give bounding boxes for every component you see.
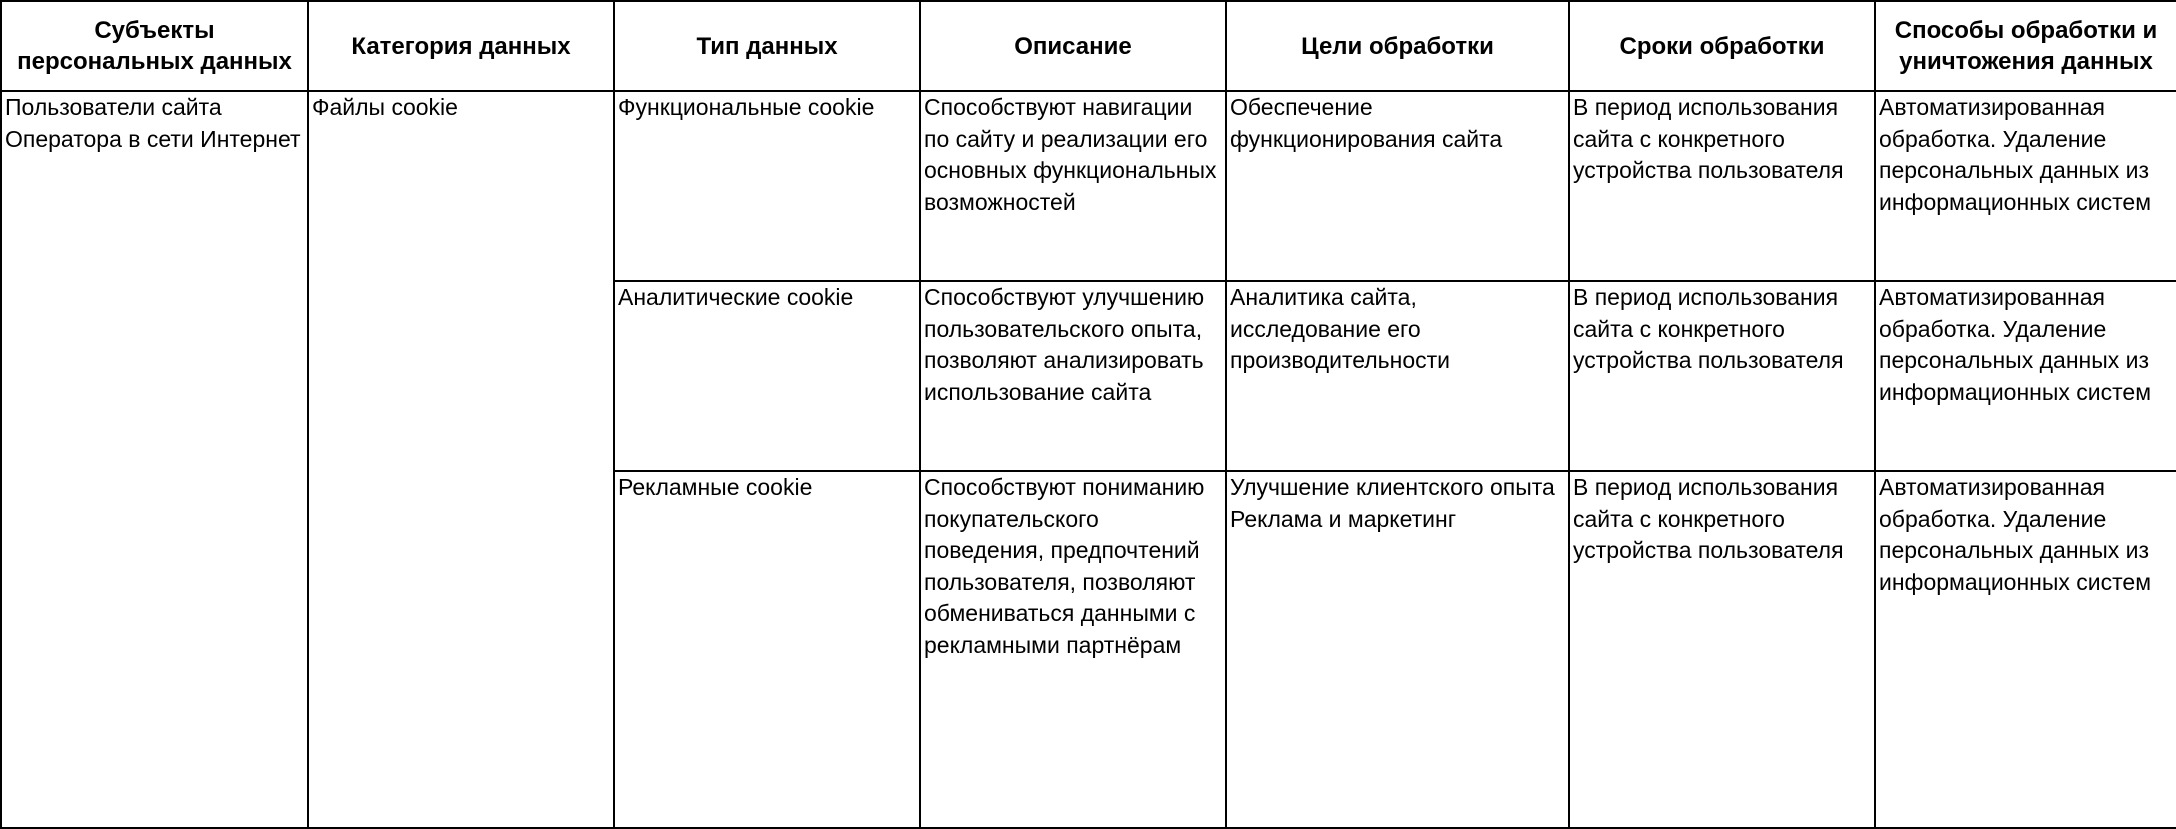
header-purpose: Цели обработки	[1226, 1, 1569, 91]
description-cell: Способствуют навигации по сайту и реализации его основных функциональных возможностей	[920, 91, 1226, 281]
purpose-cell	[1226, 471, 1569, 828]
method-cell: Автоматизированная обработка. Удаление персональных данных из информационных систем	[1875, 281, 2176, 471]
table-row	[1, 91, 2176, 281]
table-header	[1, 1, 2176, 91]
header-category: Категория данных	[308, 1, 614, 91]
type-cell: Функциональные cookie	[614, 91, 920, 281]
purpose-text: Обеспечение функционирования сайта	[1230, 94, 1503, 152]
header-description: Описание	[920, 1, 1226, 91]
purpose-extra-text: Реклама и маркетинг	[1230, 505, 1457, 532]
purpose-text: Улучшение клиентского опыта	[1230, 474, 1555, 500]
method-cell: Автоматизированная обработка. Удаление персональных данных из информационных систем	[1875, 91, 2176, 281]
header-row	[1, 1, 2176, 91]
description-cell: Способствуют улучшению пользовательского опыта, позволяют анализировать использование сайта	[920, 281, 1226, 471]
method-cell: Автоматизированная обработка. Удаление персональных данных из информационных систем	[1875, 471, 2176, 828]
type-cell: Аналитические cookie	[614, 281, 920, 471]
purpose-cell	[1226, 91, 1569, 281]
type-cell: Рекламные cookie	[614, 471, 920, 828]
purpose-cell	[1226, 281, 1569, 471]
header-method: Способы обработки и уничтожения данных	[1875, 1, 2176, 91]
period-cell: В период использования сайта с конкретного устройства пользователя	[1569, 471, 1875, 828]
period-cell: В период использования сайта с конкретного устройства пользователя	[1569, 281, 1875, 471]
description-cell: Способствуют пониманию покупательского поведения, предпочтений пользователя, позволяют обмениваться данными с рекламными партнёрам	[920, 471, 1226, 828]
header-subjects: Субъекты персональных данных	[1, 1, 308, 91]
table-body	[1, 91, 2176, 828]
header-type: Тип данных	[614, 1, 920, 91]
period-cell: В период использования сайта с конкретного устройства пользователя	[1569, 91, 1875, 281]
category-cell: Файлы cookie	[308, 91, 614, 828]
subject-cell: Пользователи сайта Оператора в сети Интернет	[1, 91, 308, 828]
header-period: Сроки обработки	[1569, 1, 1875, 91]
purpose-text: Аналитика сайта, исследование его производительности	[1230, 284, 1451, 374]
